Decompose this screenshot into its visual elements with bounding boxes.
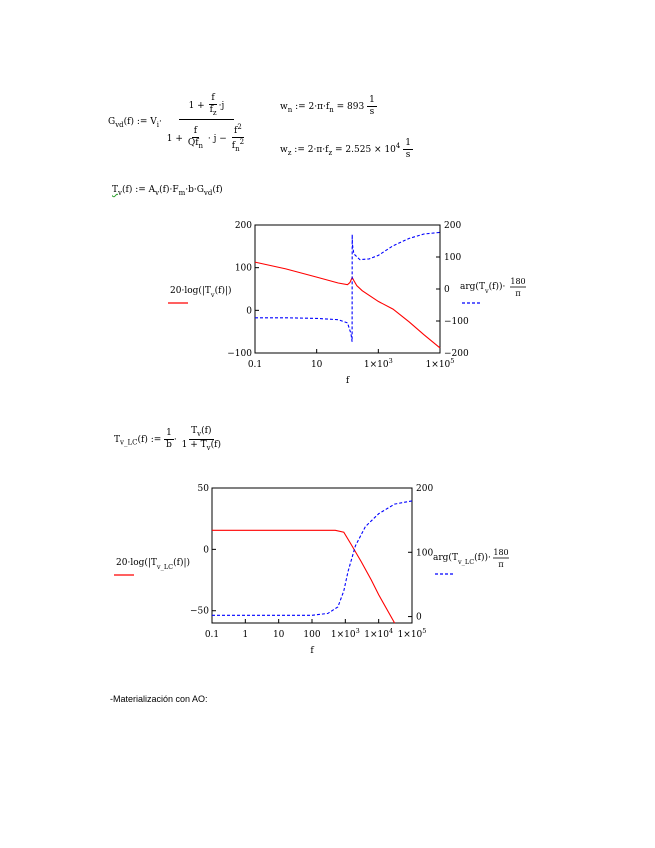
- wz-equation: $w_z$ := $2\cdot\pi\cdot f_z = 2.525 \times 10^4$ $\frac{1}{s}$: [280, 138, 411, 160]
- right-label-frac-num: 180: [493, 548, 509, 557]
- x-axis-label: f: [310, 646, 314, 656]
- y-left-tick-label: 0: [246, 306, 252, 317]
- y-left-tick-label: 50: [197, 484, 209, 494]
- left-series-label: $20\cdot\log(|T_{v\_LC}(f)|)$: [116, 558, 191, 571]
- magnitude-series-line: [212, 530, 395, 623]
- gvd-fraction: 1 + $\frac{f}{f_z}$ ·j 1 + $\frac{f}{Qf_n}$ · j − $\frac{f^2}{f_n^2}$: [166, 93, 245, 153]
- y-left-tick-label: −50: [190, 606, 209, 617]
- phase-series-line: [212, 501, 412, 615]
- y-left-tick-label: −100: [227, 349, 252, 359]
- tv-equation: $T_v(f)$ := $A_v(f)\cdot F_m\cdot b\cdot G_{vd}(f)$: [112, 185, 223, 197]
- y-left-tick-label: 200: [234, 221, 252, 231]
- phase-series-line: [255, 232, 440, 341]
- x-tick-label: $1\times 10^5$: [425, 357, 455, 370]
- x-tick-label: 0.1: [247, 360, 263, 370]
- y-right-tick-label: 100: [416, 548, 434, 559]
- x-tick-label: 1: [242, 630, 249, 640]
- plot-frame: [212, 488, 412, 623]
- right-series-label: $arg(T_v(f))\cdot$: [460, 282, 506, 295]
- y-left-tick-label: 0: [203, 545, 209, 556]
- x-tick-label: 10: [310, 360, 323, 370]
- x-tick-label: $1\times 10^3$: [363, 357, 393, 370]
- gvd-lhs: G: [108, 116, 116, 127]
- x-tick-label: 10: [272, 630, 285, 640]
- y-left-tick-label: 100: [234, 263, 252, 274]
- y-right-tick-label: −200: [444, 349, 469, 359]
- x-tick-label: $1\times 10^3$: [330, 627, 360, 640]
- wn-equation: $w_n$ := $2\cdot\pi\cdot f_n = 893$ $\frac{1}{s}$: [280, 95, 375, 117]
- right-label-frac-den: π: [515, 289, 521, 298]
- right-label-frac-den: π: [498, 560, 504, 569]
- x-tick-label: 100: [303, 630, 321, 640]
- right-label-frac-num: 180: [510, 277, 526, 286]
- left-series-label: $20\cdot\log(|T_v(f)|)$: [170, 286, 232, 299]
- plot-frame: [255, 225, 440, 353]
- y-right-tick-label: 200: [416, 484, 434, 494]
- tvlc-equation: $T_{v\_LC}(f)$ := $\frac{1}{b}$ · $\frac{T_v(f)}{1 + T_v(f)}$: [114, 426, 221, 452]
- magnitude-series-line: [255, 262, 440, 348]
- tvlc-bode-chart: [100, 480, 530, 680]
- y-right-tick-label: 100: [444, 253, 462, 263]
- x-tick-label: $1\times 10^5$: [397, 627, 427, 640]
- y-right-tick-label: 0: [444, 285, 450, 295]
- x-tick-label: 0.1: [204, 630, 220, 640]
- y-right-tick-label: −100: [444, 317, 469, 327]
- right-series-label: $arg(T_{v\_LC}(f))\cdot$: [433, 553, 491, 566]
- x-axis-label: f: [345, 376, 350, 386]
- y-right-tick-label: 200: [444, 221, 462, 231]
- tv-bode-chart: [150, 215, 540, 400]
- y-right-tick-label: 0: [416, 612, 422, 623]
- gvd-equation: $G_{vd}(f)$ := $V_i\cdot$ 1 + $\frac{f}{f_z}$ ·j 1 + $\frac{f}{Qf_n}$ · j − $\frac{f^2}{f_n^2}$: [108, 94, 248, 153]
- footer-note: -Materialización con AO:: [110, 694, 208, 704]
- x-tick-label: $1\times 10^4$: [364, 627, 394, 640]
